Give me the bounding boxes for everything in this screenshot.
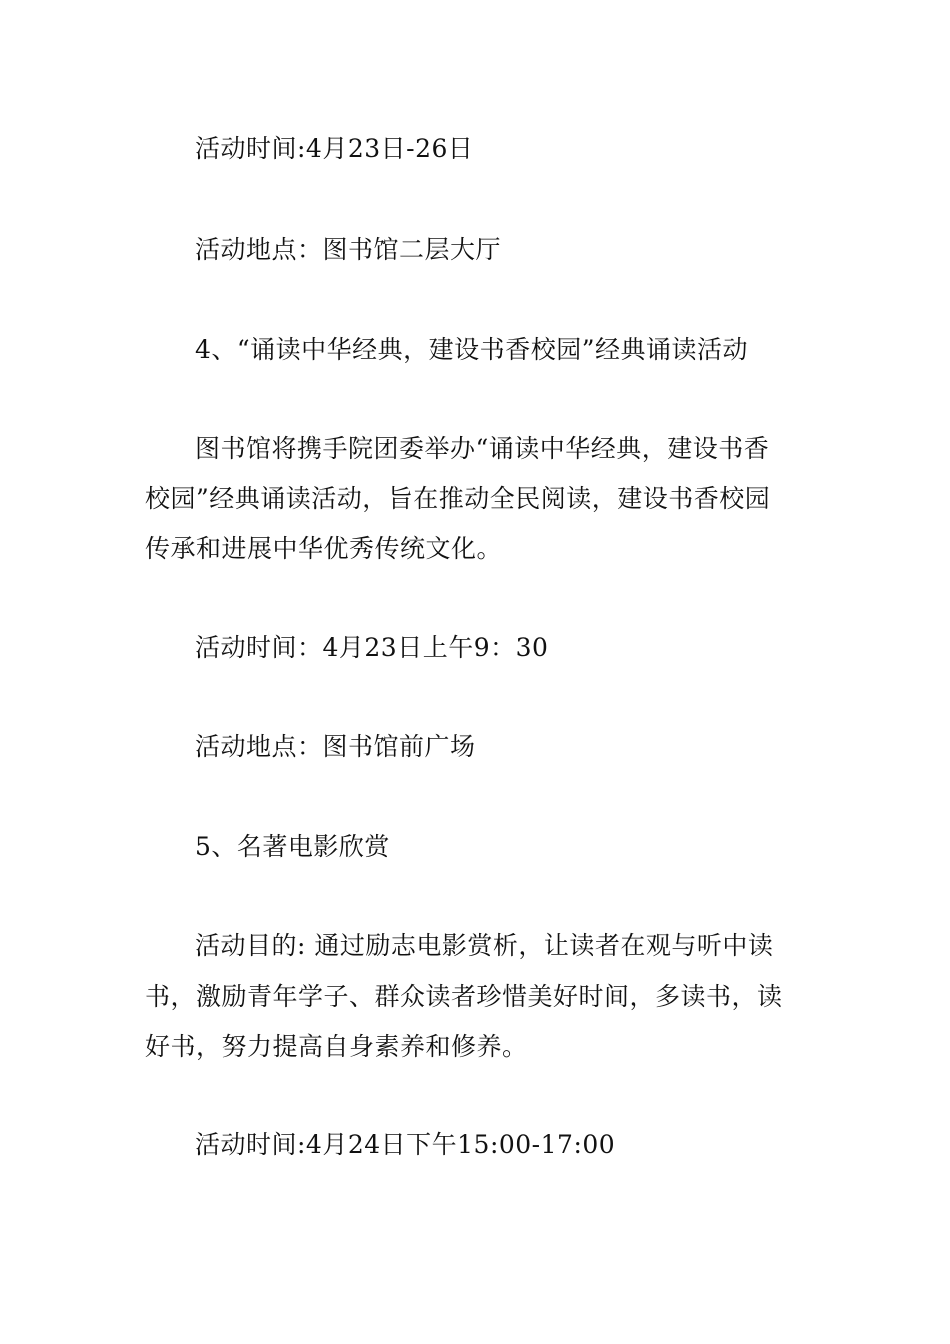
activity-location-line: 活动地点：图书馆二层大厅 bbox=[195, 235, 502, 264]
activity-time-line: 活动时间:4月23日-26日 bbox=[195, 134, 474, 163]
activity-time-line: 活动时间：4月23日上午9：30 bbox=[195, 633, 549, 662]
paragraph-line: 校园”经典诵读活动，旨在推动全民阅读，建设书香校园 bbox=[145, 484, 771, 513]
activity-location-line: 活动地点：图书馆前广场 bbox=[195, 732, 476, 761]
paragraph-line: 图书馆将携手院团委举办“诵读中华经典，建设书香 bbox=[195, 434, 770, 463]
section-heading-4: 4、“诵读中华经典，建设书香校园”经典诵读活动 bbox=[195, 335, 748, 364]
section-heading-5: 5、名著电影欣赏 bbox=[195, 832, 390, 861]
paragraph-line: 好书，努力提高自身素养和修养。 bbox=[145, 1032, 528, 1061]
activity-time-line: 活动时间:4月24日下午15:00-17:00 bbox=[195, 1130, 616, 1159]
paragraph-line: 传承和进展中华优秀传统文化。 bbox=[145, 534, 503, 563]
paragraph-line: 书，激励青年学子、群众读者珍惜美好时间，多读书，读 bbox=[145, 982, 783, 1011]
paragraph-line: 活动目的: 通过励志电影赏析，让读者在观与听中读 bbox=[195, 931, 774, 960]
